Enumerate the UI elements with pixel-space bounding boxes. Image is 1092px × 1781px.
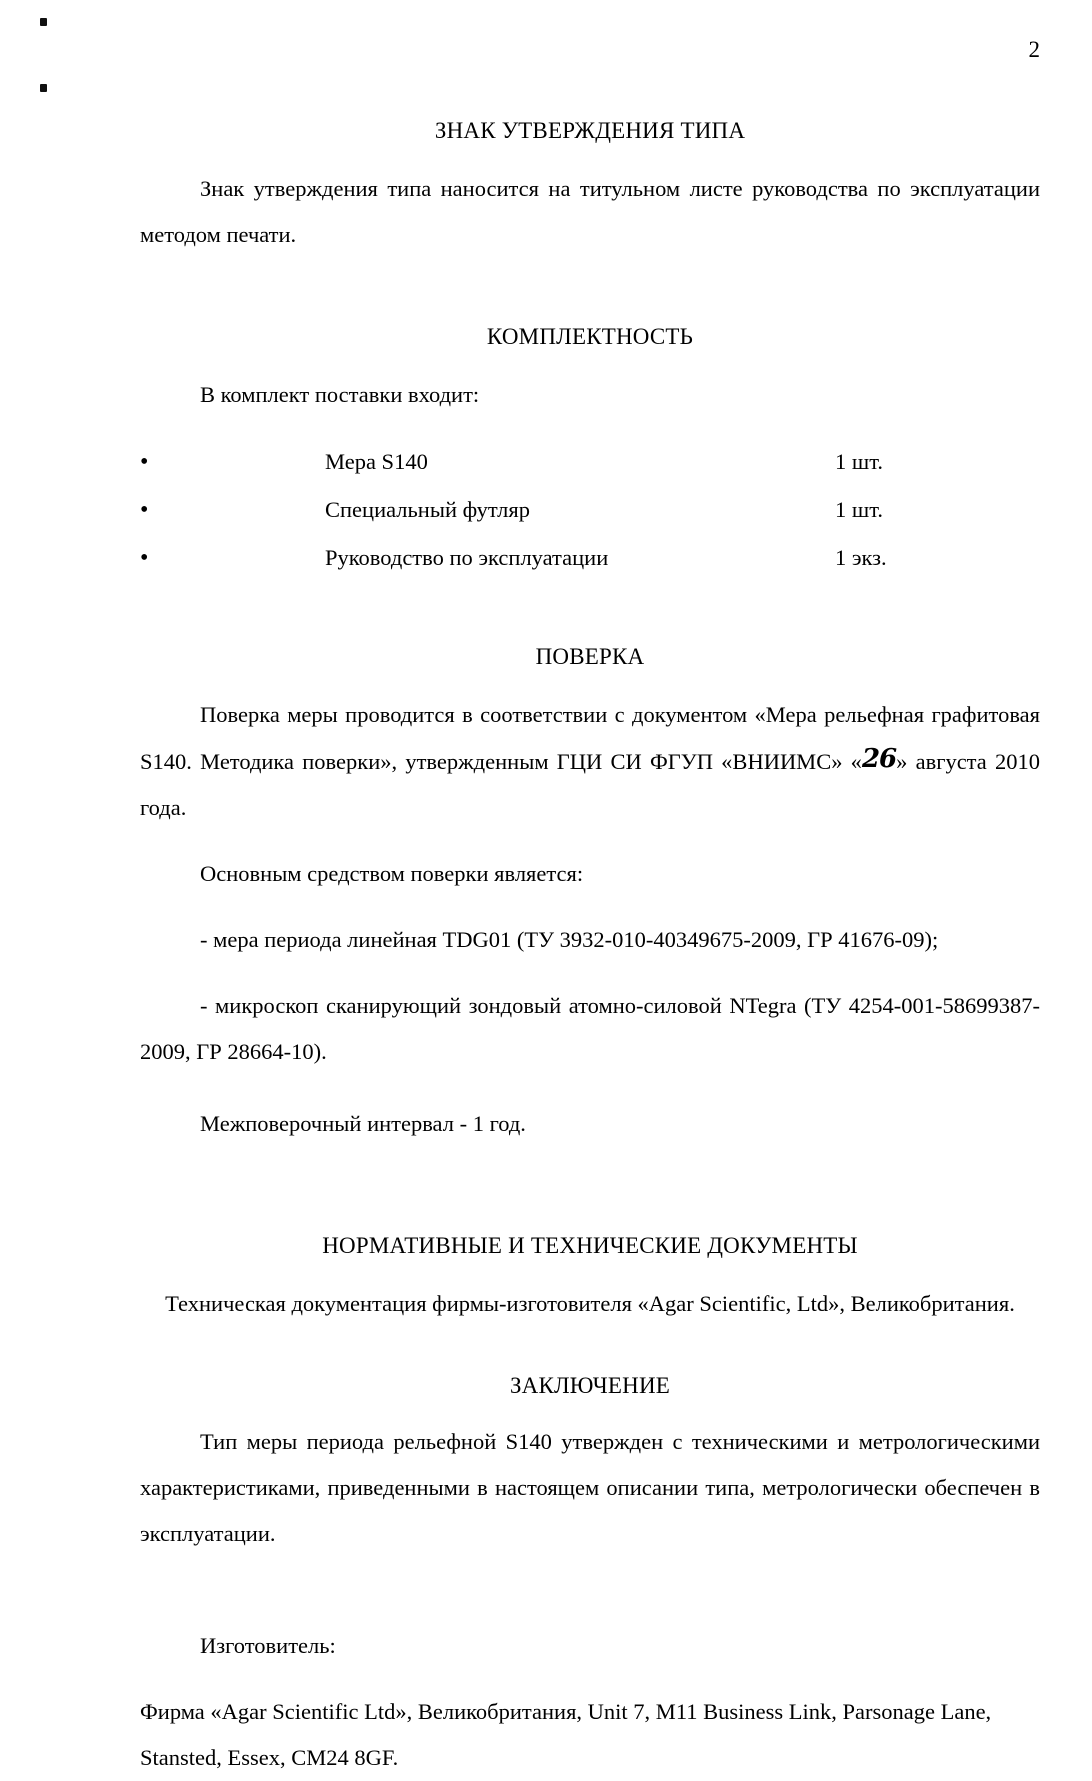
item-quantity: 1 шт. [835, 449, 883, 474]
paragraph-type-mark: Знак утверждения типа наносится на титульном листе руководства по эксплуатации методом печати. [140, 176, 1040, 247]
table-row [140, 486, 1040, 534]
item-quantity: 1 шт. [835, 497, 883, 522]
manufacturer-label: Изготовитель: [200, 1633, 336, 1658]
list-bullet-cell [140, 486, 325, 534]
verification-interval: Межповерочный интервал - 1 год. [200, 1111, 526, 1136]
completeness-table [140, 438, 1040, 582]
list-bullet-cell [140, 534, 325, 582]
verification-means-intro: Основным средством поверки является: [200, 861, 584, 886]
verification-text-after-date: » августа 2010 года. [140, 749, 1040, 820]
scan-artifact-dot [40, 18, 47, 26]
paragraph-conclusion: Тип меры периода рельефной S140 утвержден с техническими и метрологическими характеристиками, приведенными в настоящем описании типа, метрологически обеспечен в эксплуатации. [140, 1429, 1040, 1546]
item-name: Мера S140 [325, 449, 428, 474]
verification-means-item-1: - мера периода линейная TDG01 (ТУ 3932-010-40349675-2009, ГР 41676-09); [200, 927, 939, 952]
paragraph-verification [140, 692, 1040, 831]
paragraph-normative-docs: Техническая документация фирмы-изготовителя «Agar Scientific, Ltd», Великобритания. [165, 1291, 1015, 1316]
heading-verification: ПОВЕРКА [535, 644, 645, 669]
table-row [140, 438, 1040, 486]
bullet-icon: • [140, 497, 149, 523]
scan-artifact-dot [40, 84, 47, 92]
heading-type-mark: ЗНАК УТВЕРЖДЕНИЯ ТИПА [434, 118, 746, 143]
table-row [140, 534, 1040, 582]
heading-conclusion: ЗАКЛЮЧЕНИЕ [509, 1373, 671, 1398]
bullet-icon: • [140, 449, 149, 475]
heading-completeness: КОМПЛЕКТНОСТЬ [486, 324, 694, 349]
document-body [140, 0, 1040, 1781]
manufacturer-address: Фирма «Agar Scientific Ltd», Великобритания, Unit 7, M11 Business Link, Parsonage Lane, Stansted, Essex, CM24 8GF. [140, 1699, 992, 1770]
page-number: 2 [1028, 37, 1040, 62]
item-name: Руководство по эксплуатации [325, 545, 609, 570]
bullet-icon: • [140, 545, 149, 571]
list-bullet-cell [140, 438, 325, 486]
item-name: Специальный футляр [325, 497, 530, 522]
handwritten-day-value: 26 [861, 744, 897, 774]
item-quantity: 1 экз. [835, 545, 887, 570]
verification-means-item-2: - микроскоп сканирующий зондовый атомно-силовой NTegra (ТУ 4254-001-58699387-2009, ГР 28664-10). [140, 993, 1040, 1064]
verification-text-before-date: Поверка меры проводится в соответствии с документом «Мера рельефная графитовая S140. Методика поверки», утвержденным ГЦИ СИ ФГУП «ВНИИМС» « [140, 702, 1040, 774]
heading-normative-docs: НОРМАТИВНЫЕ И ТЕХНИЧЕСКИЕ ДОКУМЕНТЫ [322, 1233, 858, 1258]
completeness-intro: В комплект поставки входит: [200, 382, 480, 407]
